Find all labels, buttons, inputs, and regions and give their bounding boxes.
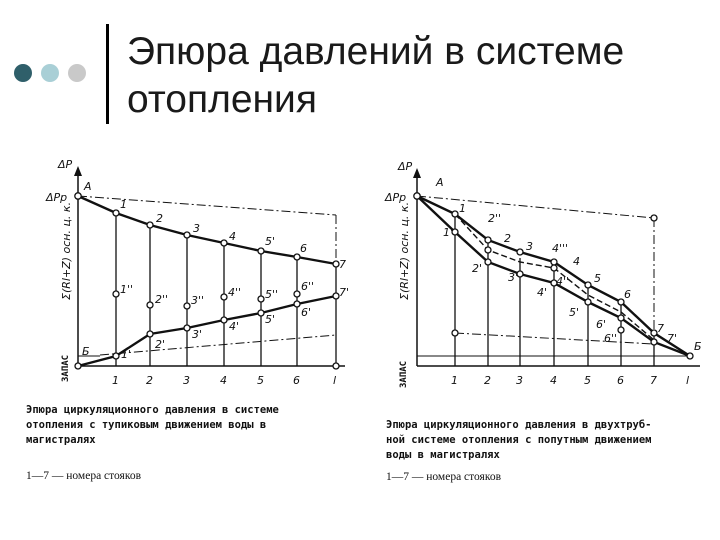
left-x-tick-l: l <box>333 374 337 387</box>
left-x-tick-4: 4 <box>220 374 227 387</box>
slide-title-line-1: Эпюра давлений в системе <box>127 30 625 73</box>
right-caption-line-3: воды в магистралях <box>386 449 500 461</box>
right-label-4ppp: 4''' <box>552 242 569 255</box>
left-low-label-4: 4' <box>229 320 240 333</box>
right-note: 1—7 — номера стояков <box>386 471 502 483</box>
left-caption-line-3: магистралях <box>26 434 96 446</box>
left-mid-label-6: 6'' <box>301 280 315 293</box>
left-y-axis-label: ΔP <box>58 158 73 171</box>
right-vertical-label: Σ(Rl+Z) осн. ц. к. <box>398 201 411 300</box>
left-top-label-5: 5' <box>265 235 276 248</box>
left-mid-label-2: 2'' <box>155 293 169 306</box>
right-diagram <box>384 160 702 483</box>
left-low-label-1: 1' <box>121 348 132 361</box>
left-low-label-2: 2' <box>155 338 166 351</box>
left-top-label-1: 1 <box>120 198 127 211</box>
slide-title-line-2: отопления <box>127 78 317 121</box>
right-x-tick-2: 2 <box>484 374 491 387</box>
right-label-2p: 2' <box>472 262 483 275</box>
left-top-label-7: 7 <box>339 258 346 271</box>
right-point-b: Б <box>694 340 702 353</box>
right-reserve-label: ЗАПАС <box>399 360 409 388</box>
left-x-tick-6: 6 <box>293 374 300 387</box>
right-x-tick-3: 3 <box>516 374 523 387</box>
right-label-2pp: 2'' <box>488 212 502 225</box>
right-dp-label: ΔPp <box>385 191 407 204</box>
right-y-axis-arrow <box>413 168 421 178</box>
left-vertical-label: Σ(Rl+Z) осн. ц. к. <box>60 201 73 300</box>
left-x-tick-1: 1 <box>112 374 119 387</box>
left-dp-label: ΔPp <box>46 191 68 204</box>
left-top-label-2: 2 <box>156 212 163 225</box>
left-mid-label-4: 4'' <box>228 286 242 299</box>
right-x-tick-5: 5 <box>584 374 591 387</box>
right-label-1p: 1' <box>443 226 454 239</box>
right-label-6pp: 6'' <box>604 332 618 345</box>
left-caption-line-1: Эпюра циркуляционного давления в системе <box>26 404 279 416</box>
left-caption-line-2: отопления с тупиковым движением воды в <box>26 419 267 431</box>
left-low-label-5: 5' <box>265 313 276 326</box>
left-x-tick-2: 2 <box>146 374 153 387</box>
right-label-6: 6 <box>624 288 631 301</box>
right-label-5: 5 <box>594 272 601 285</box>
left-markers <box>75 193 339 369</box>
right-caption-line-1: Эпюра циркуляционного давления в двухтруб- <box>386 419 652 431</box>
right-x-tick-7: 7 <box>650 374 657 387</box>
left-mid-label-1: 1'' <box>120 283 134 296</box>
right-label-3p: 3' <box>508 271 519 284</box>
left-point-a: A <box>84 180 92 193</box>
left-x-tick-5: 5 <box>257 374 264 387</box>
right-y-axis-label: ΔP <box>398 160 413 173</box>
left-note: 1—7 — номера стояков <box>26 470 142 482</box>
right-label-5p: 5' <box>569 306 580 319</box>
left-reserve-label: ЗАПАС <box>61 354 71 382</box>
left-mid-label-7: 7' <box>339 286 350 299</box>
right-label-2: 2 <box>504 232 511 245</box>
left-diagram <box>26 158 349 482</box>
left-point-b: Б <box>82 345 90 358</box>
left-low-label-6: 6' <box>301 306 312 319</box>
right-label-7p: 7' <box>667 332 678 345</box>
left-top-label-4: 4 <box>229 230 236 243</box>
left-y-axis-arrow <box>74 166 82 176</box>
right-x-tick-l: l <box>686 374 690 387</box>
left-top-label-3: 3 <box>193 222 200 235</box>
left-low-label-3: 3' <box>192 328 203 341</box>
right-point-a: A <box>436 176 444 189</box>
right-label-4pp: 4'' <box>556 275 570 288</box>
right-x-tick-4: 4 <box>550 374 557 387</box>
left-mid-label-3: 3'' <box>191 294 205 307</box>
left-x-tick-3: 3 <box>183 374 190 387</box>
right-label-1: 1 <box>459 202 466 215</box>
right-label-4: 4 <box>573 255 580 268</box>
left-mid-label-5: 5'' <box>265 288 279 301</box>
right-label-3: 3 <box>526 240 533 253</box>
right-label-6p: 6' <box>596 318 607 331</box>
left-top-label-6: 6 <box>300 242 307 255</box>
left-bottom-dashdot <box>100 335 336 355</box>
right-label-4p: 4' <box>537 286 548 299</box>
right-x-tick-6: 6 <box>617 374 624 387</box>
right-label-7: 7 <box>657 322 664 335</box>
right-caption-line-2: ной системе отопления с попутным движением <box>386 434 652 446</box>
right-x-tick-1: 1 <box>451 374 458 387</box>
